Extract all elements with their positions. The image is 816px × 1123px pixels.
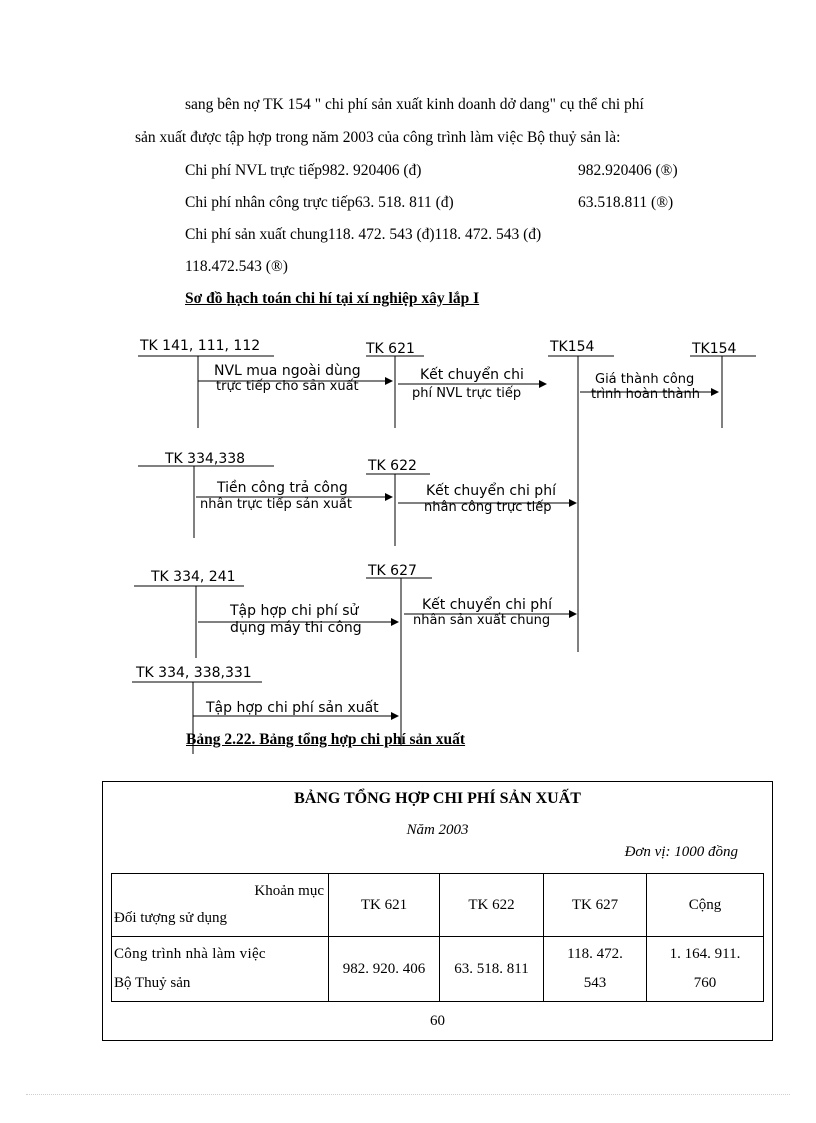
cell-cong-line1: 1. 164. 911. bbox=[669, 946, 741, 962]
acct-141: TK 141, 111, 112 bbox=[140, 338, 261, 354]
acct-334-241: TK 334, 241 bbox=[151, 569, 236, 585]
acct-154a: TK154 bbox=[550, 339, 595, 355]
header-doi-tuong: Đối tượng sử dụng bbox=[114, 910, 227, 926]
page-number: 60 bbox=[430, 1013, 445, 1029]
footer-divider bbox=[26, 1094, 790, 1095]
table-row bbox=[112, 937, 764, 1002]
cost-chung-label: Chi phí sản xuất chung118. 472. 543 (đ)118. 472. 543 (đ) bbox=[185, 226, 542, 243]
table-header-row bbox=[112, 874, 764, 937]
cost-nvl-label: Chi phí NVL trực tiếp982. 920406 (đ) bbox=[185, 162, 422, 179]
table-caption-part2: chi phí sản xuất bbox=[356, 731, 466, 748]
cell-tk627 bbox=[544, 937, 647, 1002]
label-tien-1: Tiền công trả công bbox=[217, 480, 348, 496]
label-kc-nc-1: Kết chuyển chi phí bbox=[426, 483, 556, 499]
header-khoan-muc: Khoản mục bbox=[254, 883, 324, 899]
table-caption bbox=[186, 731, 465, 749]
acct-622: TK 622 bbox=[368, 458, 417, 474]
header-cong: Cộng bbox=[647, 874, 764, 937]
label-kc-chung-1: Kết chuyển chi phí bbox=[422, 597, 552, 613]
cell-tk622: 63. 518. 811 bbox=[440, 937, 544, 1002]
label-gia-1: Giá thành công bbox=[595, 372, 695, 387]
cell-cong bbox=[647, 937, 764, 1002]
label-sx: Tập hợp chi phí sản xuất bbox=[206, 700, 379, 716]
cost-chung-value: 118.472.543 (®) bbox=[185, 258, 288, 275]
label-nvl-2: trực tiếp cho sản xuất bbox=[216, 379, 359, 394]
acct-334-338: TK 334,338 bbox=[165, 451, 246, 467]
cell-tk627-line2: 543 bbox=[583, 975, 607, 991]
cost-summary-table bbox=[111, 873, 764, 1002]
cost-nc-label: Chi phí nhân công trực tiếp63. 518. 811 (đ) bbox=[185, 194, 454, 211]
summary-table-box bbox=[102, 781, 773, 1041]
label-kc-chung-2: nhân sản xuất chung bbox=[413, 613, 551, 628]
row-name-line1: Công trình nhà làm việc bbox=[114, 946, 266, 962]
label-nvl-1: NVL mua ngoài dùng bbox=[214, 363, 361, 379]
cell-cong-line2: 760 bbox=[693, 975, 717, 991]
intro-line-1: sang bên nợ TK 154 " chi phí sản xuất kinh doanh dở dang" cụ thể chi phí bbox=[185, 96, 644, 113]
table-year: Năm 2003 bbox=[406, 822, 469, 838]
table-title: BẢNG TỔNG HỢP CHI PHÍ SẢN XUẤT bbox=[294, 790, 581, 807]
label-tien-2: nhân trực tiếp sản xuất bbox=[200, 497, 352, 512]
table-unit: Đơn vị: 1000 đồng bbox=[624, 844, 738, 860]
cost-nvl-value: 982.920406 (®) bbox=[578, 162, 678, 179]
row-name-cell bbox=[112, 937, 329, 1002]
cell-tk621: 982. 920. 406 bbox=[329, 937, 440, 1002]
label-may-2: dụng máy thi công bbox=[230, 620, 362, 636]
header-tk621: TK 621 bbox=[329, 874, 440, 937]
label-kc-nvl-1: Kết chuyển chi bbox=[420, 367, 524, 383]
label-may-1: Tập hợp chi phí sử bbox=[230, 603, 359, 619]
table-caption-part1: Bảng 2.22. Bảng tổng hợp bbox=[186, 731, 357, 748]
header-tk627: TK 627 bbox=[544, 874, 647, 937]
label-kc-nc-2: nhân công trực tiếp bbox=[424, 500, 552, 515]
label-gia-2: trình hoàn thành bbox=[591, 387, 700, 402]
label-kc-nvl-2: phí NVL trực tiếp bbox=[412, 386, 522, 401]
diagram-heading: Sơ đồ hạch toán chi hí tại xí nghiệp xây lắp I bbox=[185, 290, 480, 307]
cost-nc-value: 63.518.811 (®) bbox=[578, 194, 674, 211]
acct-334-338-331: TK 334, 338,331 bbox=[136, 665, 252, 681]
intro-line-2: sản xuất được tập hợp trong năm 2003 của công trình làm việc Bộ thuỷ sản là: bbox=[135, 129, 621, 146]
header-corner-cell bbox=[112, 874, 329, 937]
acct-154b: TK154 bbox=[692, 341, 737, 357]
header-tk622: TK 622 bbox=[440, 874, 544, 937]
row-name-line2: Bộ Thuỷ sản bbox=[114, 975, 191, 991]
acct-627: TK 627 bbox=[368, 563, 417, 579]
cell-tk627-line1: 118. 472. bbox=[567, 946, 623, 962]
acct-621: TK 621 bbox=[366, 341, 415, 357]
